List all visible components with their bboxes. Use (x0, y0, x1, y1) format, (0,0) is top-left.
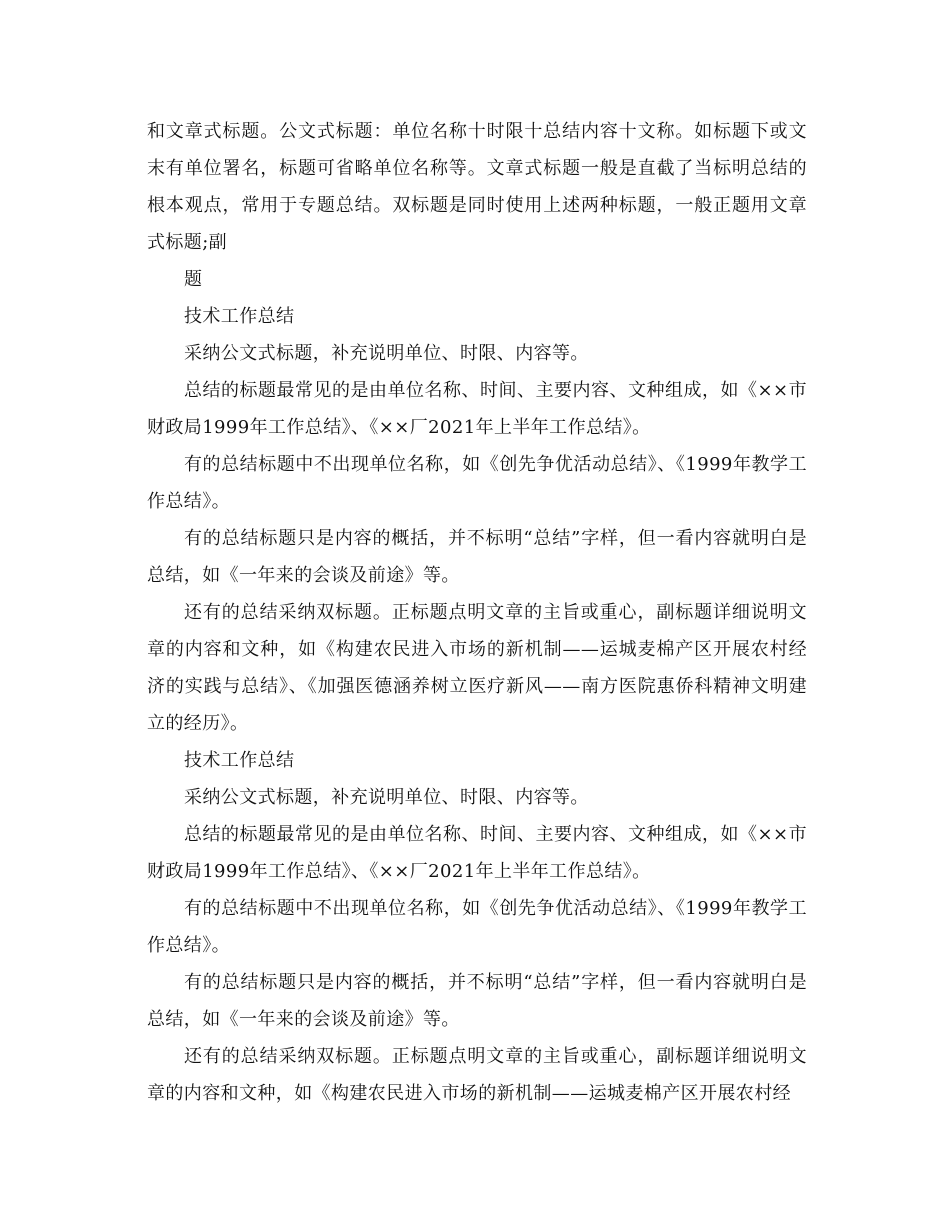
paragraph-12: 有的总结标题中不出现单位名称，如《创先争优活动总结》、《1999年教学工作总结》。 (147, 898, 807, 956)
paragraph-10: 采纳公文式标题，补充说明单位、时限、内容等。 (184, 787, 589, 808)
section-heading-technical-summary-2: 技术工作总结 (184, 750, 295, 771)
paragraph-5: 总结的标题最常见的是由单位名称、时间、主要内容、文种组成，如《××市财政局1999年工作总结》、《××厂2021年上半年工作总结》。 (147, 380, 807, 438)
paragraph-14: 还有的总结采纳双标题。正标题点明文章的主旨或重心，副标题详细说明文章的内容和文种，如《构建农民进入市场的新机制——运城麦棉产区开展农村经 (147, 1046, 807, 1104)
section-heading-technical-summary: 技术工作总结 (184, 306, 295, 327)
paragraph-6: 有的总结标题中不出现单位名称，如《创先争优活动总结》、《1999年教学工作总结》。 (147, 454, 807, 512)
paragraph-7: 有的总结标题只是内容的概括，并不标明“总结”字样，但一看内容就明白是总结，如《一年来的会谈及前途》等。 (147, 528, 807, 586)
paragraph-4: 采纳公文式标题，补充说明单位、时限、内容等。 (184, 343, 589, 364)
paragraph-13: 有的总结标题只是内容的概括，并不标明“总结”字样，但一看内容就明白是总结，如《一年来的会谈及前途》等。 (147, 972, 807, 1030)
paragraph-11: 总结的标题最常见的是由单位名称、时间、主要内容、文种组成，如《××市财政局1999年工作总结》、《××厂2021年上半年工作总结》。 (147, 824, 807, 882)
paragraph-1: 和文章式标题。公文式标题：单位名称十时限十总结内容十文称。如标题下或文末有单位署名，标题可省略单位名称等。文章式标题一般是直截了当标明总结的根本观点，常用于专题总结。双标题是同时使用上述两种标题，一般正题用文章式标题;副 (147, 121, 807, 253)
document-body (147, 113, 807, 1112)
paragraph-8: 还有的总结采纳双标题。正标题点明文章的主旨或重心，副标题详细说明文章的内容和文种，如《构建农民进入市场的新机制——运城麦棉产区开展农村经济的实践与总结》、《加强医德涵养树立医疗新风——南方医院惠侨科精神文明建立的经历》。 (147, 602, 807, 734)
paragraph-2: 题 (184, 269, 203, 290)
